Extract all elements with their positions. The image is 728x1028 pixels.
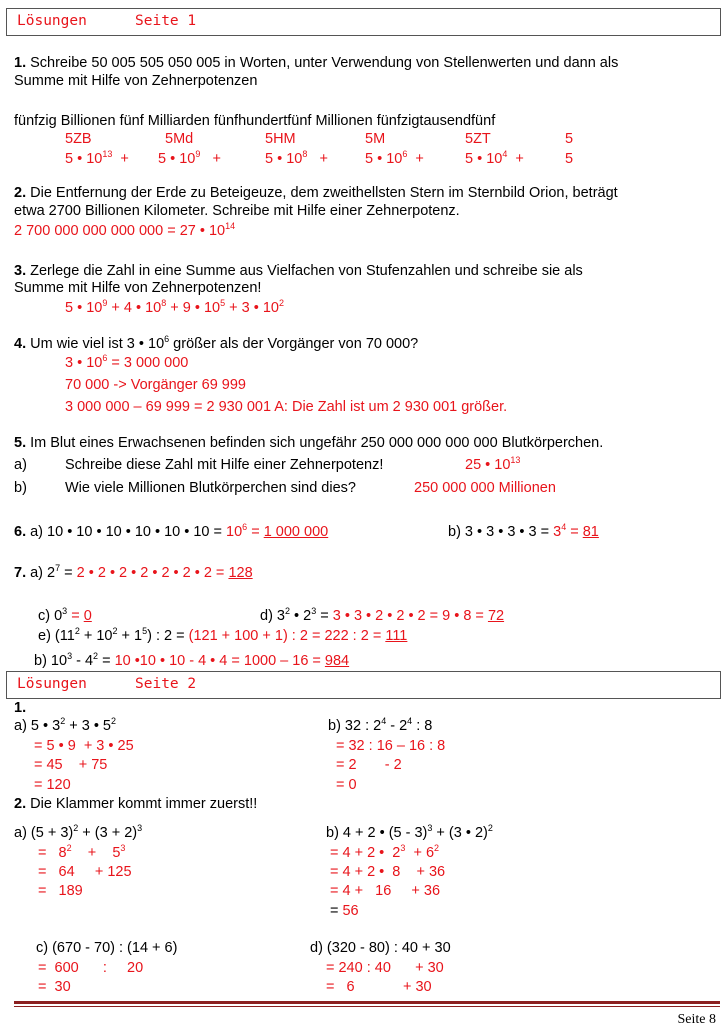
- p2-q1-a-task: a) 5 • $3^2 + 3$ • $5^2$: [14, 716, 117, 734]
- p2-q1-a-line1: = 5 • 9 + 3 • 25: [34, 738, 134, 754]
- page2-header: [6, 671, 721, 699]
- p2-q2-a-task: a) $(5 + 3)^2 + (3 + 2)^3$: [14, 823, 143, 841]
- p2-q1-b-line2: = 2 - 2: [336, 757, 402, 773]
- q7-c: c) $0^3 = 0$: [38, 606, 92, 624]
- q5-a-label: a): [14, 457, 27, 473]
- q1-text1: 1. Schreibe 50 005 505 050 005 in Worten, unter Verwendung von Stellenwerten und dann als: [14, 55, 619, 71]
- footer-rule-thin: [14, 1006, 720, 1007]
- q1-power-6: 5: [565, 151, 574, 167]
- q1-place-2: 5Md: [165, 131, 194, 147]
- q7-a: 7. a) $2^7 = 2$ • 2 • 2 • 2 • 2 • 2 • 2 = 128: [14, 563, 253, 581]
- p2-c-task: c) (670 - 70) : (14 + 6): [36, 940, 178, 956]
- q1-place-4: 5M: [365, 131, 386, 147]
- q1-power-3: 5 • $10^8$ +: [265, 149, 328, 167]
- p2-q2-a-line1: = $8^2$ + $5^3$: [38, 843, 126, 861]
- q3-text2: Summe mit Hilfe von Zehnerpotenzen!: [14, 280, 262, 296]
- header-page: Seite 1: [135, 13, 197, 29]
- header-title: Lösungen: [17, 676, 87, 692]
- p2-q1-a-line3: = 120: [34, 777, 71, 793]
- q1-place-6: 5: [565, 131, 574, 147]
- q1-place-5: 5ZT: [465, 131, 491, 147]
- q1-text2: Summe mit Hilfe von Zehnerpotenzen: [14, 73, 258, 89]
- q4-text: 4. Um wie viel ist 3 • $10^6$ größer als der Vorgänger von 70 000?: [14, 334, 419, 352]
- q1-power-5: 5 • $10^4$ +: [465, 149, 524, 167]
- p2-q2-text: 2. Die Klammer kommt immer zuerst!!: [14, 796, 258, 812]
- q2-answer: 2 700 000 000 000 000 = 27 • $10^{14}$: [14, 221, 236, 239]
- q1-power-4: 5 • $10^6$ +: [365, 149, 424, 167]
- p2-q1-b-task: b) 32 : $2^4 - 2^4$ : 8: [328, 716, 433, 734]
- p2-q1-b-line1: = 32 : 16 – 16 : 8: [336, 738, 446, 754]
- p2-c-line2: = 30: [38, 979, 71, 995]
- p2-q1-b-line3: = 0: [336, 777, 357, 793]
- q5-b-label: b): [14, 480, 27, 496]
- footer-rule-thick: [14, 1001, 720, 1004]
- q1-power-1: 5 • $10^{13}$ +: [65, 149, 129, 167]
- p2-d-task: d) (320 - 80) : 40 + 30: [310, 940, 451, 956]
- q5-text: 5. Im Blut eines Erwachsenen befinden sich ungefähr 250 000 000 000 000 Blutkörperchen.: [14, 435, 604, 451]
- p2-q1-a-line2: = 45 + 75: [34, 757, 108, 773]
- p2-d-line1: = 240 : 40 + 30: [326, 960, 444, 976]
- q1-place-3: 5HM: [265, 131, 296, 147]
- q5-b-text: Wie viele Millionen Blutkörperchen sind dies?: [65, 480, 356, 496]
- q1-power-2: 5 • $10^9$ +: [158, 149, 221, 167]
- q7-d: d) $3^2$ • $2^3 = 3$ • 3 • 2 • 2 • 2 = 9 • 8 = 72: [260, 606, 505, 624]
- q5-a-answer: 25 • $10^{13}$: [465, 455, 521, 473]
- q1-place-1: 5ZB: [65, 131, 92, 147]
- p2-d-line2: = 6 + 30: [326, 979, 432, 995]
- q4-line1: 3 • $10^6 = 3$ 000 000: [65, 353, 189, 371]
- p2-q2-a-line3: = 189: [38, 883, 83, 899]
- q4-line2: 70 000 -> Vorgänger 69 999: [65, 377, 246, 393]
- q6-a: 6. a) 10 • 10 • 10 • 10 • 10 • $10 = 10^6 = 1$ 000 000: [14, 522, 329, 540]
- p2-c-line1: = 600 : 20: [38, 960, 144, 976]
- q7-f: b) $10^3 - 4^2 = 10$ •10 • 10 - 4 • 4 = 1000 – 16 = 984: [34, 651, 350, 669]
- q1-words: fünfzig Billionen fünf Milliarden fünfhundertfünf Millionen fünfzigtausendfünf: [14, 113, 496, 129]
- p2-q2-b-line3: = 4 + 16 + 36: [330, 883, 441, 899]
- header-title: Lösungen: [17, 13, 87, 29]
- q2-text1: 2. Die Entfernung der Erde zu Beteigeuze, dem zweithellsten Stern im Sternbild Orion, beträgt: [14, 185, 618, 201]
- q5-a-text: Schreibe diese Zahl mit Hilfe einer Zehnerpotenz!: [65, 457, 384, 473]
- p2-q2-a-line2: = 64 + 125: [38, 864, 132, 880]
- header-page: Seite 2: [135, 676, 197, 692]
- q7-e: e) $(11^2 + 10^2 + 1^5)$ : 2 = (121 + 100 + 1) : 2 = 222 : 2 = 111: [38, 626, 408, 644]
- p2-q2-b-line2: = 4 + 2 • 8 + 36: [330, 864, 446, 880]
- q5-b-answer: 250 000 000 Millionen: [414, 480, 556, 496]
- q6-b: b) 3 • 3 • 3 • $3 = 3^4 = 81$: [448, 522, 599, 540]
- q4-line3: 3 000 000 – 69 999 = 2 930 001 A: Die Zahl ist um 2 930 001 größer.: [65, 399, 508, 415]
- page-number: Seite 8: [677, 1012, 716, 1027]
- p2-q1-num: 1.: [14, 700, 27, 716]
- q3-text1: 3. Zerlege die Zahl in eine Summe aus Vielfachen von Stufenzahlen und schreibe sie als: [14, 263, 583, 279]
- q3-answer: 5 • $10^9 + 4$ • $10^8 + 9$ • $10^5 + 3$ • $10^2$: [65, 298, 284, 316]
- p2-q2-b-line4: = 56: [330, 903, 359, 919]
- page1-header: [6, 8, 721, 36]
- p2-q2-b-line1: = 4 + 2 • $2^3 + 6^2$: [330, 843, 440, 861]
- p2-q2-b-task: b) 4 + 2 • (5 - 3)$^3$ + (3 • 2)$^2$: [326, 823, 493, 841]
- q2-text2: etwa 2700 Billionen Kilometer. Schreibe mit Hilfe einer Zehnerpotenz.: [14, 203, 460, 219]
